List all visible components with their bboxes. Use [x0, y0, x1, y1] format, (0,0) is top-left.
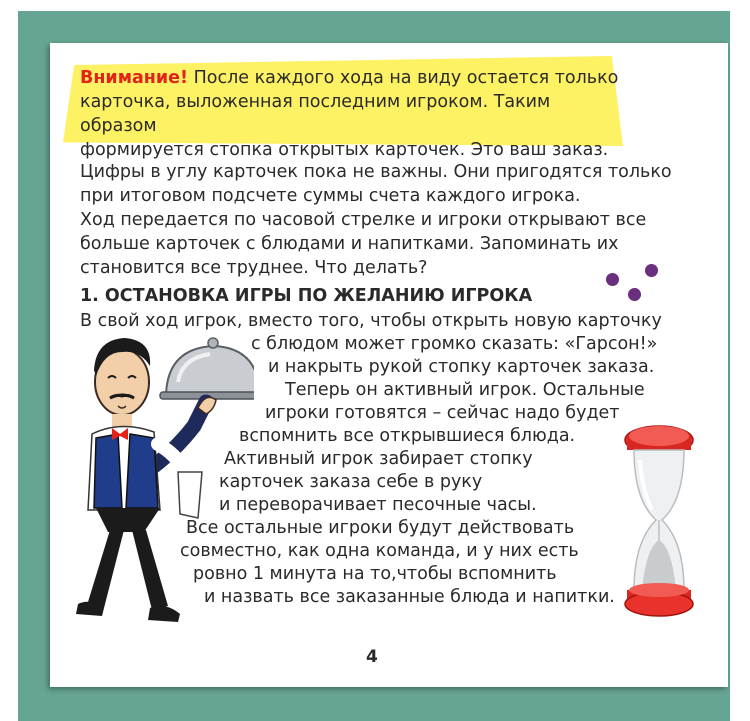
- warning-note-line-1: [80, 66, 620, 90]
- warning-note-line-2: карточка, выложенная последним игроком. Таким образом: [80, 92, 551, 136]
- section-line: с блюдом может громко сказать: «Гарсон!»: [251, 334, 658, 354]
- section-line: вспомнить все открывшиеся блюда.: [239, 426, 576, 446]
- section-line: игроки готовятся – сейчас надо будет: [265, 403, 620, 423]
- section-line: ровно 1 минута на то,чтобы вспомнить: [193, 564, 557, 584]
- intro-line: становится все труднее. Что делать?: [80, 258, 428, 278]
- warning-word: Внимание!: [80, 68, 189, 88]
- page-number: 4: [366, 647, 378, 667]
- top-border: [0, 0, 750, 11]
- warning-note-text: После каждого хода на виду остается только: [188, 68, 619, 88]
- intro-line: Цифры в углу карточек пока не важны. Они пригодятся только: [80, 162, 672, 182]
- decorative-dot: [645, 264, 658, 277]
- section-line: карточек заказа себе в руку: [219, 472, 483, 492]
- waiter-with-cloche-icon: [74, 322, 254, 642]
- section-line: Теперь он активный игрок. Остальные: [285, 380, 645, 400]
- warning-note: [80, 66, 620, 162]
- section-line: и переворачивает песочные часы.: [219, 495, 537, 515]
- intro-paragraph: [80, 160, 700, 280]
- decorative-dot: [606, 273, 619, 286]
- section-heading: 1. ОСТАНОВКА ИГРЫ ПО ЖЕЛАНИЮ ИГРОКА: [80, 286, 533, 306]
- section-line: Активный игрок забирает стопку: [224, 449, 533, 469]
- intro-line: Ход передается по часовой стрелке и игроки открывают все: [80, 210, 647, 230]
- intro-line: больше карточек с блюдами и напитками. Запоминать их: [80, 234, 619, 254]
- section-line: В свой ход игрок, вместо того, чтобы открыть новую карточку: [80, 311, 662, 331]
- section-line: и назвать все заказанные блюда и напитки.: [204, 587, 615, 607]
- section-line: Все остальные игроки будут действовать: [186, 518, 575, 538]
- section-line: совместно, как одна команда, и у них есть: [180, 541, 579, 561]
- decorative-dot: [628, 288, 641, 301]
- intro-line: при итоговом подсчете суммы счета каждого игрока.: [80, 186, 581, 206]
- section-line: и накрыть рукой стопку карточек заказа.: [268, 357, 655, 377]
- warning-note-line-3: формируется стопка открытых карточек. Это ваш заказ.: [80, 140, 609, 160]
- hourglass-icon: [622, 420, 696, 620]
